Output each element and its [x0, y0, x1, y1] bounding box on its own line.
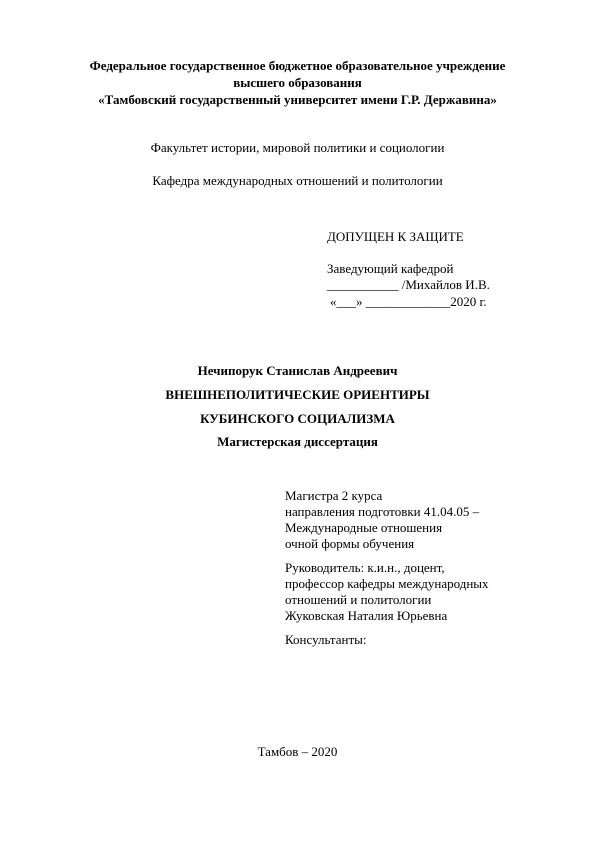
approval-position: Заведующий кафедрой [327, 261, 454, 276]
approval-date-line: «___» _____________2020 г. [330, 294, 487, 309]
author-name: Нечипорук Станислав Андреевич [197, 363, 398, 378]
supervisor-position: профессор кафедры международных [285, 576, 489, 591]
approval-signature-line: ___________ /Михайлов И.В. [327, 277, 490, 292]
institution-type: Федеральное государственное бюджетное образовательное учреждение [89, 58, 506, 73]
thesis-title-line2: КУБИНСКОГО СОЦИАЛИЗМА [200, 411, 395, 426]
student-course: Магистра 2 курса [285, 488, 383, 503]
supervisor-department: отношений и политологии [285, 592, 432, 607]
supervisor-name: Жуковская Наталия Юрьевна [285, 608, 448, 623]
student-program: направления подготовки 41.04.05 – [285, 504, 480, 519]
faculty-name: Факультет истории, мировой политики и социологии [150, 140, 445, 155]
thesis-title-line1: ВНЕШНЕПОЛИТИЧЕСКИЕ ОРИЕНТИРЫ [165, 387, 430, 402]
consultants-label: Консультанты: [285, 632, 367, 647]
city-year: Тамбов – 2020 [257, 744, 338, 759]
student-study-form: очной формы обучения [285, 536, 415, 551]
university-name: «Тамбовский государственный университет имени Г.Р. Державина» [98, 92, 497, 107]
department-name: Кафедра международных отношений и политологии [152, 173, 443, 188]
student-specialty: Международные отношения [285, 520, 443, 535]
thesis-type: Магистерская диссертация [217, 434, 378, 449]
supervisor-title: Руководитель: к.и.н., доцент, [285, 560, 445, 575]
approval-title: ДОПУЩЕН К ЗАЩИТЕ [327, 229, 464, 244]
education-level: высшего образования [233, 75, 362, 90]
